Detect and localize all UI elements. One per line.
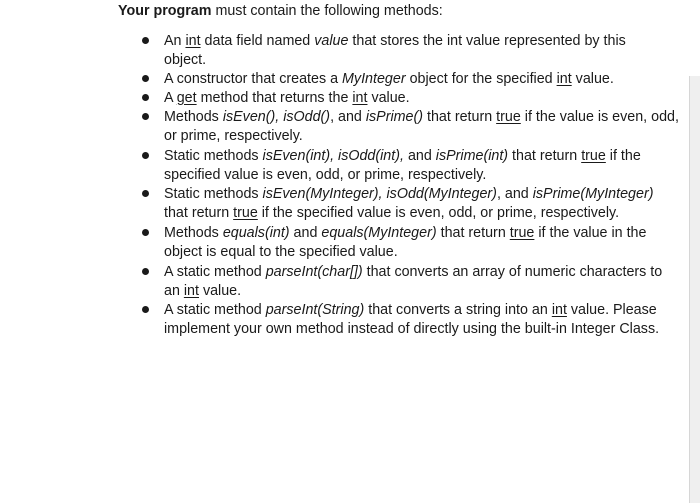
text-run: A static method: [164, 302, 266, 318]
text-run: Methods: [164, 225, 223, 241]
item-line-2: [164, 320, 659, 339]
text-run: if the value in the: [534, 225, 647, 241]
underlined-term: int: [556, 71, 572, 87]
italic-term: value: [314, 33, 349, 49]
underlined-term: get: [176, 90, 197, 106]
item-line-1: [164, 89, 410, 108]
underlined-term: int: [183, 283, 199, 299]
text-run: that converts an array of numeric characters to: [362, 264, 663, 280]
text-run: that return: [164, 205, 234, 221]
italic-term: isPrime(int): [435, 148, 509, 164]
item-line-2: [164, 282, 241, 301]
underlined-term: int: [185, 33, 201, 49]
intro-bold-text: Your program: [118, 3, 212, 19]
text-run: method that returns the: [196, 90, 353, 106]
text-run: if the specified value is even, odd, or prime, respectively.: [257, 205, 620, 221]
bullet-icon: [142, 268, 149, 275]
italic-term: isEven(MyInteger), isOdd(MyInteger): [262, 186, 497, 202]
bullet-icon: [142, 37, 149, 44]
vertical-scrollbar[interactable]: [689, 76, 700, 503]
italic-term: equals(MyInteger): [321, 225, 437, 241]
item-line-2: [164, 51, 206, 70]
text-run: data field named: [200, 33, 315, 49]
text-run: Static methods: [164, 186, 263, 202]
text-run: A: [164, 90, 177, 106]
italic-term: isPrime(): [365, 109, 424, 125]
item-line-2: [164, 127, 303, 146]
text-run: , and: [496, 186, 533, 202]
item-line-1: [164, 263, 662, 282]
text-run: A static method: [164, 264, 266, 280]
text-run: or prime, respectively.: [164, 128, 303, 144]
bullet-icon: [142, 75, 149, 82]
italic-term: parseInt(String): [265, 302, 365, 318]
underlined-term: true: [496, 109, 521, 125]
text-run: A constructor that creates a: [164, 71, 343, 87]
italic-term: isEven(), isOdd(): [222, 109, 331, 125]
text-run: and: [289, 225, 322, 241]
bullet-icon: [142, 113, 149, 120]
text-run: Static methods: [164, 148, 263, 164]
text-run: that return: [436, 225, 510, 241]
text-run: that converts a string into an: [364, 302, 552, 318]
text-run: and: [403, 148, 436, 164]
item-line-1: [164, 301, 657, 320]
list-item: [0, 32, 690, 72]
bullet-icon: [142, 190, 149, 197]
text-run: specified value is even, odd, or prime, respectively.: [164, 167, 487, 183]
intro-paragraph: [118, 2, 443, 21]
item-line-2: [164, 166, 486, 185]
text-run: if the value is even, odd,: [520, 109, 679, 125]
underlined-term: int: [352, 90, 368, 106]
underlined-term: true: [233, 205, 258, 221]
text-run: object.: [164, 52, 207, 68]
item-line-1: [164, 70, 614, 89]
intro-text: must contain the following methods:: [211, 3, 443, 19]
list-item: [0, 301, 690, 341]
italic-term: isEven(int), isOdd(int),: [262, 148, 404, 164]
item-line-2: [164, 243, 398, 262]
text-run: value.: [367, 90, 410, 106]
text-run: value. Please: [566, 302, 657, 318]
bullet-icon: [142, 152, 149, 159]
text-run: an: [164, 283, 184, 299]
text-run: Methods: [164, 109, 223, 125]
item-line-1: [164, 147, 641, 166]
underlined-term: true: [509, 225, 535, 241]
italic-term: isPrime(MyInteger): [532, 186, 654, 202]
text-run: that stores the int value represented by this: [348, 33, 626, 49]
underlined-term: true: [581, 148, 606, 164]
item-line-1: [164, 224, 646, 243]
italic-term: MyInteger: [342, 71, 406, 87]
bullet-icon: [142, 306, 149, 313]
item-line-1: [164, 108, 679, 127]
text-run: object for the specified: [405, 71, 557, 87]
list-item: [0, 108, 690, 148]
text-run: An: [164, 33, 186, 49]
text-run: if the: [605, 148, 641, 164]
italic-term: equals(int): [222, 225, 290, 241]
text-run: that return: [423, 109, 497, 125]
list-item: [0, 263, 690, 303]
text-run: object is equal to the specified value.: [164, 244, 398, 260]
list-item: [0, 224, 690, 264]
bullet-icon: [142, 229, 149, 236]
italic-term: parseInt(char[]): [265, 264, 363, 280]
item-line-1: [164, 32, 626, 51]
bullet-icon: [142, 94, 149, 101]
list-item: [0, 147, 690, 187]
list-item: [0, 185, 690, 225]
text-run: value.: [571, 71, 614, 87]
text-run: that return: [508, 148, 582, 164]
item-line-1: [164, 185, 653, 204]
text-run: value.: [198, 283, 242, 299]
underlined-term: int: [551, 302, 567, 318]
text-run: implement your own method instead of directly using the built-in Integer Class.: [164, 321, 660, 337]
text-run: , and: [330, 109, 366, 125]
item-line-2: [164, 204, 619, 223]
